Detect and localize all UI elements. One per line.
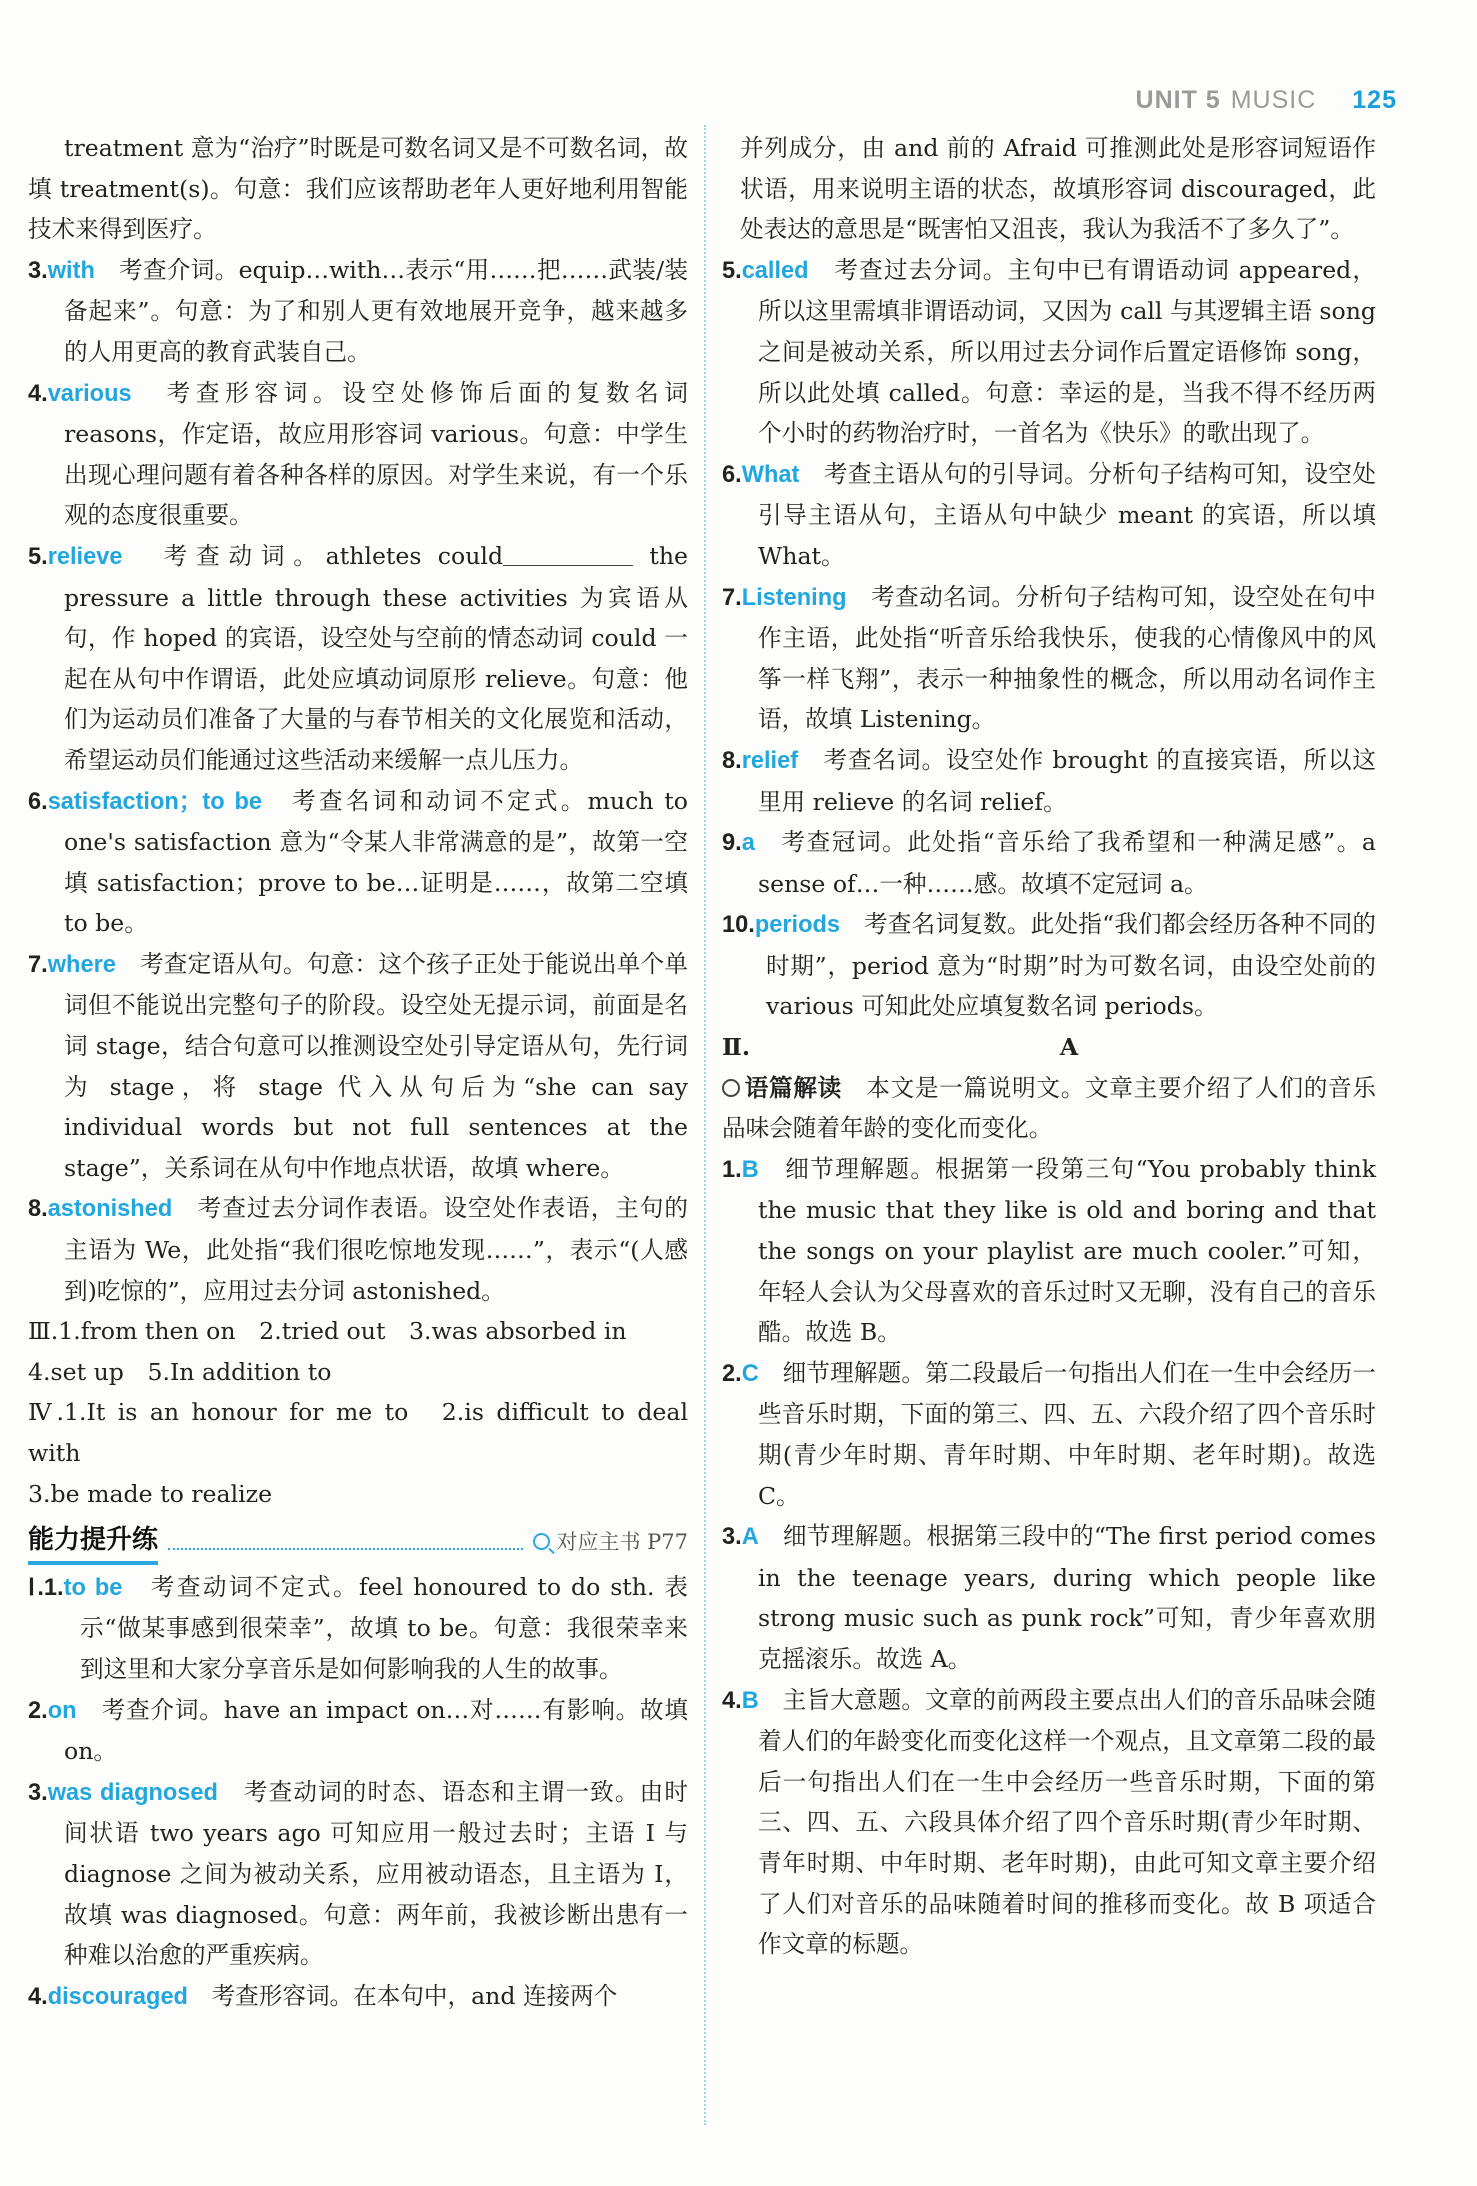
reference-link: 对应主书 P77 <box>533 1522 688 1563</box>
answer-item: 9.a 考查冠词。此处指“音乐给了我希望和一种满足感”。a sense of…一种……感。故填不定冠词 a。 <box>722 828 1376 898</box>
answer-key: Listening <box>741 584 847 611</box>
answer-item: 6.What 考查主语从句的引导词。分析句子结构可知，设空处引导主语从句，主语从句中缺少 meant 的宾语，所以填 What。 <box>722 459 1376 570</box>
answer-item: 2.on 考查介词。have an impact on…对……有影响。故填 on。 <box>28 1695 688 1766</box>
answer-item: 3.with 考查介词。equip…with…表示“用……把……武装/装备起来”。句意：为了和别人更有效地展开竞争，越来越多的人用更高的教育武装自己。 <box>28 255 688 366</box>
section-iv-line: Ⅳ.1.It is an honour for me to 2.is difficult to deal with <box>28 1398 688 1467</box>
answer-key: B <box>741 1156 759 1183</box>
unit-label: UNIT 5 <box>1135 86 1221 114</box>
answer-key: called <box>741 257 809 284</box>
answer-item: 7.where 考查定语从句。句意：这个孩子正处于能说出单个单词但不能说出完整句子的阶段。设空处无提示词，前面是名词 stage，结合句意可以推测设空处引导定语从句，先行词为 stage，将 stage 代入从句后为“she can say individual words but not full sentences at the stage”，关系词在从句中作地点状语，故填 where。 <box>28 949 688 1182</box>
answer-key: relieve <box>47 543 123 570</box>
continued-paragraph: 并列成分，由 and 前的 Afraid 可推测此处是形容词短语作状语，用来说明主语的状态，故填形容词 discouraged，此处表达的意思是“既害怕又沮丧，我认为我活不了多久了”。 <box>740 134 1376 244</box>
answer-item: 3.A 细节理解题。根据第三段中的“The first period comes in the teenage years, during which people like strong music such as punk rock”可知，青少年喜欢朋克摇滚乐。故选 A。 <box>722 1522 1376 1673</box>
answer-key: was diagnosed <box>47 1779 218 1806</box>
section-iv-line: 3.be made to realize <box>28 1479 273 1508</box>
section-iii-line: 4.set up 5.In addition to <box>28 1357 332 1386</box>
answer-key: periods <box>754 912 841 939</box>
answer-item: 4.various 考查形容词。设空处修饰后面的复数名词 reasons，作定语，故应用形容词 various。句意：中学生出现心理问题有着各种各样的原因。对学生来说，有一个乐观的态度很重要。 <box>28 378 688 530</box>
unit-subject: MUSIC <box>1230 86 1317 114</box>
answer-item: 5.relieve 考查动词。athletes could the pressure a little through these activities 为宾语从句，作 hoped 的宾语，设空处与空前的情态动词 could 一起在从句中作谓语，此处应填动词原形 relieve。句意：他们为运动员们准备了大量的与春节相关的文化展览和活动，希望运动员们能通过这些活动来缓解一点儿压力。 <box>28 541 688 774</box>
answer-item: 4.B 主旨大意题。文章的前两段主要点出人们的音乐品味会随着人们的年龄变化而变化这样一个观点，且文章第二段的最后一句指出人们在一生中会经历一些音乐时期，下面的第三、四、五、六段具体介绍了四个音乐时期(青少年时期、青年时期、中年时期、老年时期)，由此可知文章主要介绍了人们对音乐的品味随着时间的推移而变化。故 B 项适合作文章的标题。 <box>722 1685 1376 1959</box>
answer-key: C <box>741 1360 759 1387</box>
answer-item: Ⅰ.1.to be 考查动词不定式。feel honoured to do sth. 表示“做某事感到很荣幸”，故填 to be。句意：我很荣幸来到这里和大家分享音乐是如何影响我的人生的故事。 <box>28 1572 688 1683</box>
answer-key: to be <box>63 1574 123 1601</box>
passage-letter: A <box>1059 1033 1079 1062</box>
answer-item: 8.astonished 考查过去分词作表语。设空处作表语，主句的主语为 We，此处指“我们很吃惊地发现……”，表示“(人感到)吃惊的”，应用过去分词 astonished。 <box>28 1194 688 1305</box>
answer-key: on <box>47 1697 77 1724</box>
search-icon <box>533 1533 550 1550</box>
answer-item: 10.periods 考查名词复数。此处指“我们都会经历各种不同的时期”，period 意为“时期”时为可数名词，由设空处前的 various 可知此处应填复数名词 periods。 <box>722 910 1376 1021</box>
answer-key: satisfaction；to be <box>47 788 263 815</box>
page-header <box>1136 86 1397 115</box>
answer-key: relief <box>741 747 799 774</box>
section-iii-line: Ⅲ.1.from then on 2.tried out 3.was absorbed in <box>28 1317 627 1346</box>
answer-item: 5.called 考查过去分词。主句中已有谓语动词 appeared，所以这里需填非谓语动词，又因为 call 与其逻辑主语 song 之间是被动关系，所以用过去分词作后置定语修饰 song，所以此处填 called。句意：幸运的是，当我不得不经历两个小时的药物治疗时，一首名为《快乐》的歌出现了。 <box>722 255 1376 448</box>
fill-blank-line <box>503 541 633 566</box>
answer-item: 3.was diagnosed 考查动词的时态、语态和主谓一致。由时间状语 two years ago 可知应用一般过去时；主语 I 与 diagnose 之间为被动关系，应用被动语态，且主语为 I，故填 was diagnosed。句意：两年前，我被诊断出患有一种难以治愈的严重疾病。 <box>28 1777 688 1970</box>
answer-item: 1.B 细节理解题。根据第一段第三句“You probably think the music that they like is old and boring and that the songs on your playlist are much cooler.”可知，年轻人会认为父母喜欢的音乐过时又无聊，没有自己的音乐酷。故选 B。 <box>722 1154 1376 1347</box>
answer-key: astonished <box>47 1196 173 1223</box>
section-heading <box>28 1520 688 1565</box>
answer-key: What <box>741 461 800 488</box>
answer-key: various <box>47 380 132 407</box>
right-column <box>722 128 1376 1965</box>
answer-item: 4.discouraged 考查形容词。在本句中，and 连接两个 <box>28 1981 618 2010</box>
answer-item: 6.satisfaction；to be 考查名词和动词不定式。much to one's satisfaction 意为“令某人非常满意的是”，故第一空填 satisfaction；prove to be…证明是……，故第二空填 to be。 <box>28 786 688 938</box>
reading-analysis: 语篇解读 本文是一篇说明文。文章主要介绍了人们的音乐品味会随着年龄的变化而变化。 <box>722 1073 1377 1143</box>
answer-key: with <box>47 257 95 284</box>
answer-item: 8.relief 考查名词。设空处作 brought 的直接宾语，所以这里用 relieve 的名词 relief。 <box>722 745 1376 816</box>
answer-item: 7.Listening 考查动名词。分析句子结构可知，设空处在句中作主语，此处指“听音乐给我快乐，使我的心情像风中的风筝一样飞翔”，表示一种抽象性的概念，所以用动名词作主语，故填 Listening。 <box>722 582 1376 734</box>
answer-key: a <box>741 830 755 857</box>
circle-icon <box>722 1079 740 1097</box>
answer-item: 2.C 细节理解题。第二段最后一句指出人们在一生中会经历一些音乐时期，下面的第三、四、五、六段介绍了四个音乐时期(青少年时期、青年时期、中年时期、老年时期)。故选 C。 <box>722 1358 1376 1510</box>
column-divider <box>704 125 706 2125</box>
left-column <box>28 128 688 2017</box>
answer-key: A <box>741 1524 759 1551</box>
heading-rule <box>168 1534 523 1550</box>
continued-paragraph: treatment 意为“治疗”时既是可数名词又是不可数名词，故填 treatment(s)。句意：我们应该帮助老年人更好地利用智能技术来得到医疗。 <box>28 134 688 244</box>
section-title: 能力提升练 <box>28 1520 158 1565</box>
answer-key: discouraged <box>47 1983 188 2010</box>
answer-key: where <box>47 951 116 978</box>
page-number: 125 <box>1352 86 1397 114</box>
answer-key: B <box>741 1687 759 1714</box>
section-ii-heading: Ⅱ. A <box>722 1027 1376 1068</box>
